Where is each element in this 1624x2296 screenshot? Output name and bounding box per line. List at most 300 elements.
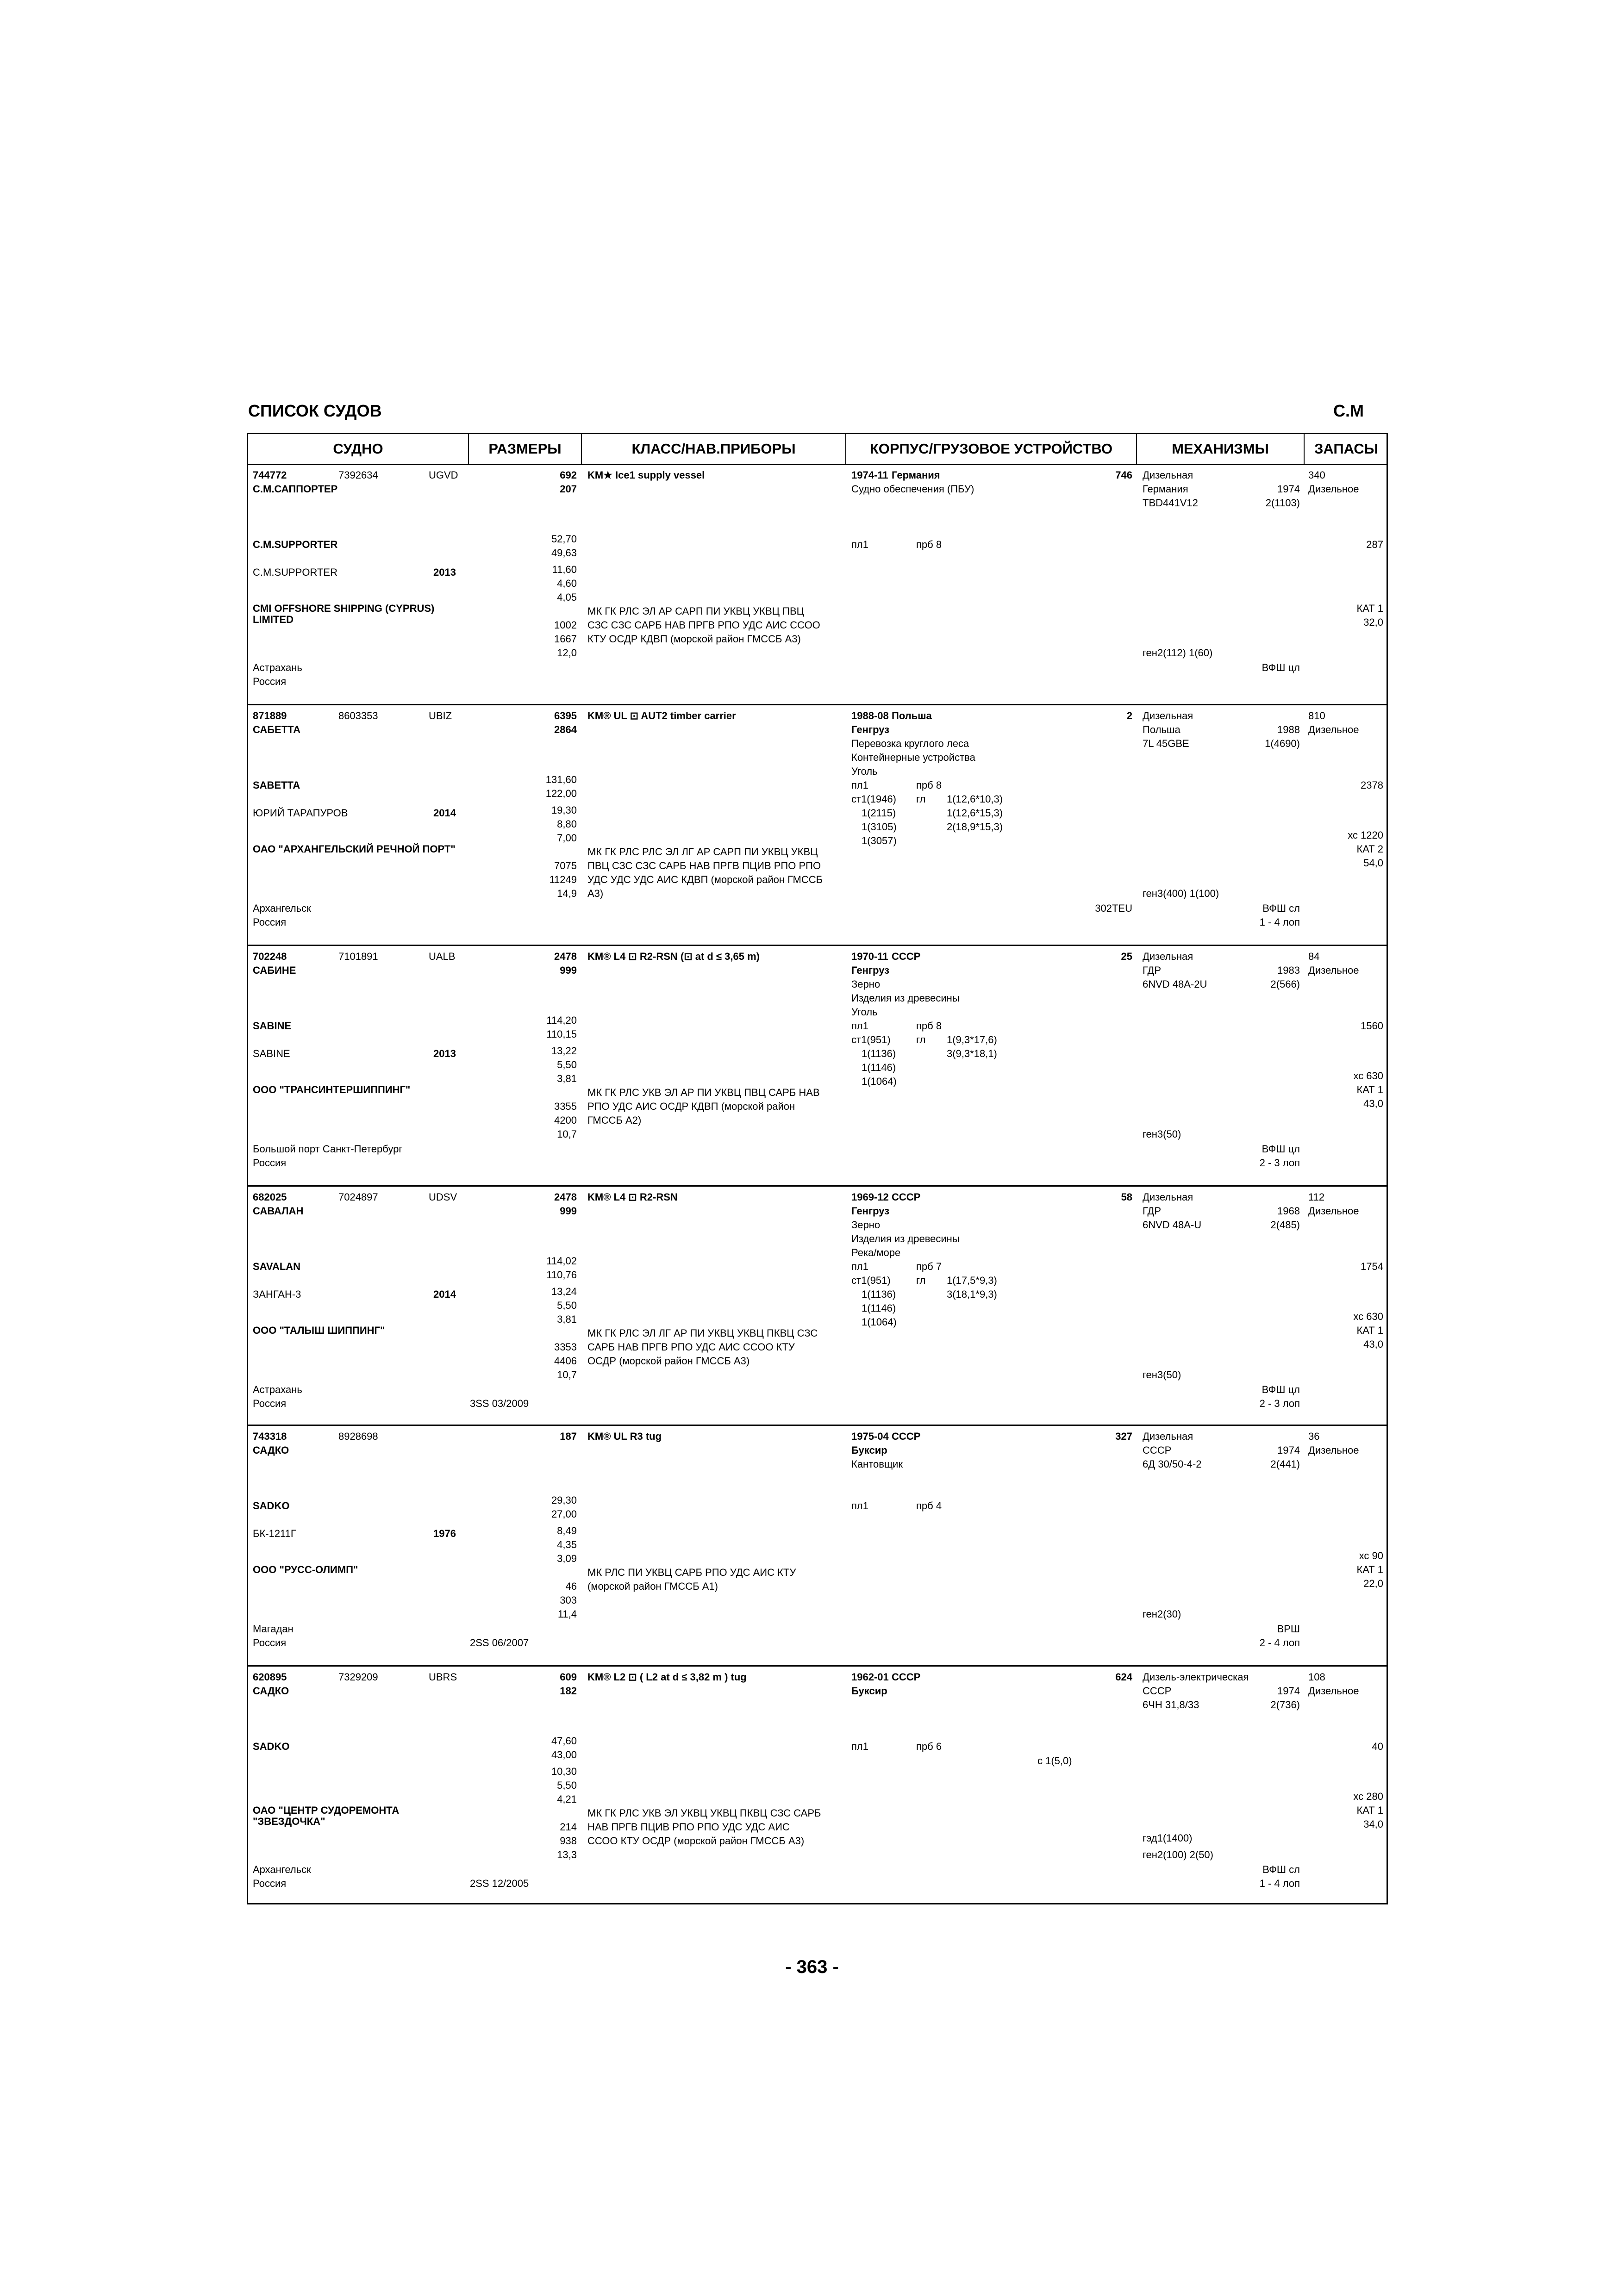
- ship-entry: [248, 1667, 1387, 1904]
- generator-spec: ген3(50): [1143, 1369, 1181, 1381]
- ship-dimension: 11,4: [557, 1608, 577, 1620]
- ship-latin-name: SABETTA: [253, 779, 300, 791]
- stores-value: хс 280: [1353, 1791, 1383, 1802]
- ship-net-tonnage: 999: [560, 964, 577, 976]
- ship-built-date: 1970-11: [851, 951, 888, 962]
- engine-year: 1983: [1277, 964, 1300, 976]
- hull-spec: ст1(951): [851, 1275, 891, 1286]
- page-number: - 363 -: [785, 1957, 839, 1977]
- ship-dimension: 131,60: [545, 774, 577, 785]
- ship-owner: ООО "ТРАНСИНТЕРШИППИНГ": [253, 1084, 411, 1095]
- engine-year: 1974: [1277, 483, 1300, 495]
- ship-former-name: SABINE: [253, 1048, 290, 1059]
- ship-builder-country: СССР: [892, 1191, 921, 1203]
- ship-type-line: Буксир: [851, 1444, 887, 1456]
- ship-imo-number: 8603353: [338, 710, 378, 722]
- stores-fuel: Дизельное: [1308, 1205, 1359, 1217]
- ship-gross-tonnage: 2478: [554, 1191, 577, 1203]
- ship-dimension: 8,80: [557, 818, 577, 830]
- stores-value: 36: [1308, 1431, 1320, 1442]
- ship-entry: [248, 465, 1387, 705]
- ship-build-number: 25: [1121, 951, 1132, 962]
- ship-dimension: 4200: [554, 1114, 577, 1126]
- ship-survey: 2SS 06/2007: [470, 1637, 529, 1649]
- ship-net-tonnage: 999: [560, 1205, 577, 1217]
- hull-spec: 1(1064): [862, 1316, 897, 1328]
- stores-value: КАТ 1: [1356, 1325, 1383, 1336]
- ship-build-number: 746: [1115, 469, 1132, 481]
- ship-type-line: Генгруз: [851, 724, 890, 735]
- ship-dimension: 29,30: [551, 1494, 577, 1506]
- ship-port: Архангельск: [253, 902, 311, 914]
- generator-spec: ген2(112) 1(60): [1143, 647, 1213, 659]
- section-code: С.М: [1333, 401, 1364, 420]
- ship-dimension: 5,50: [557, 1059, 577, 1070]
- propeller-type: ВФШ цл: [1262, 662, 1300, 673]
- ship-owner: "ЗВЕЗДОЧКА": [253, 1816, 325, 1827]
- engine-country: ГДР: [1143, 964, 1162, 976]
- stores-value: 32,0: [1363, 616, 1383, 628]
- hull-spec: гл: [916, 793, 926, 805]
- stores-value: 22,0: [1363, 1578, 1383, 1589]
- ship-name: САБЕТТА: [253, 724, 301, 735]
- propeller-type: ВФШ сл: [1262, 1864, 1300, 1875]
- engine-type: Дизельная: [1143, 951, 1193, 962]
- ship-nav-equipment: ССОО КТУ ОСДР (морской район ГМССБ А3): [587, 1835, 805, 1847]
- hull-spec: 1(1136): [862, 1288, 896, 1300]
- ship-reg-number: 744772: [253, 469, 287, 481]
- engine-type: Дизельная: [1143, 710, 1193, 722]
- hull-spec: 1(2115): [862, 807, 896, 819]
- stores-fuel: Дизельное: [1308, 724, 1359, 735]
- ship-built-date: 1975-04: [851, 1431, 889, 1442]
- ship-nav-equipment: МК ГК РЛС УКВ ЭЛ АР ПИ УКВЦ ПВЦ САРБ НАВ: [587, 1087, 820, 1098]
- ship-build-number: 327: [1115, 1431, 1132, 1442]
- hull-spec: прб 6: [916, 1741, 942, 1752]
- ship-builder-country: СССР: [892, 1431, 921, 1442]
- stores-value: 112: [1308, 1191, 1325, 1203]
- ship-type-line: Контейнерные устройства: [851, 752, 975, 763]
- stores-value: 1754: [1361, 1261, 1383, 1272]
- engine-type: Дизельная: [1143, 469, 1193, 481]
- ship-type-line: Уголь: [851, 1006, 878, 1018]
- ship-builder-country: Польша: [892, 710, 932, 722]
- ship-dimension: 3,81: [557, 1313, 577, 1325]
- ship-type-line: Изделия из древесины: [851, 992, 960, 1004]
- ship-owner: ООО "РУСС-ОЛИМП": [253, 1564, 358, 1575]
- ship-built-date: 1962-01: [851, 1671, 889, 1683]
- column-header-class: КЛАСС/НАВ.ПРИБОРЫ: [582, 434, 846, 464]
- ship-dimension: 49,63: [551, 547, 577, 559]
- stores-value: КАТ 1: [1356, 603, 1383, 614]
- hull-spec: 1(1136): [862, 1048, 896, 1059]
- generator-spec: ген2(30): [1143, 1608, 1181, 1620]
- ship-country: Россия: [253, 916, 287, 928]
- ship-dimension: 11,60: [552, 564, 577, 575]
- hull-spec: ст1(1946): [851, 793, 896, 805]
- column-header-stores: ЗАПАСЫ: [1314, 441, 1379, 457]
- hull-spec: гл: [916, 1275, 926, 1286]
- ship-dimension: 13,3: [557, 1849, 577, 1860]
- ship-class-notation: KM® UL ⊡ AUT2 timber carrier: [587, 710, 736, 722]
- hull-spec: пл1: [851, 1741, 868, 1752]
- ship-builder-country: СССР: [892, 1671, 921, 1683]
- ship-country: Россия: [253, 1637, 287, 1649]
- ship-built-date: 1969-12: [851, 1191, 889, 1203]
- ship-dimension: 4,21: [557, 1793, 577, 1805]
- stores-value: 84: [1308, 951, 1320, 962]
- ship-dimension: 110,76: [546, 1269, 577, 1281]
- hull-spec: 1(3057): [862, 835, 897, 846]
- hull-spec: 1(17,5*9,3): [947, 1275, 997, 1286]
- ship-name: С.М.САППОРТЕР: [253, 483, 338, 495]
- ship-dimension: 27,00: [551, 1508, 577, 1520]
- ship-port: Большой порт Санкт-Петербург: [253, 1143, 403, 1155]
- hull-spec: пл1: [851, 1020, 868, 1032]
- ship-dimension: 938: [560, 1835, 577, 1847]
- stores-value: хс 630: [1353, 1070, 1383, 1082]
- ship-name: САДКО: [253, 1444, 289, 1456]
- hull-spec: прб 8: [916, 1020, 942, 1032]
- ship-nav-equipment: РПО УДС АИС ОСДР КДВП (морской район: [587, 1101, 795, 1112]
- ship-builder-country: СССР: [892, 951, 921, 962]
- stores-value: 2378: [1361, 779, 1383, 791]
- ship-nav-equipment: МК РЛС ПИ УКВЦ САРБ РПО УДС АИС КТУ: [587, 1567, 796, 1578]
- stores-value: хс 630: [1353, 1311, 1383, 1322]
- ship-type-line: Река/море: [851, 1247, 901, 1258]
- ship-former-name: C.M.SUPPORTER: [253, 566, 337, 578]
- ship-owner: CMI OFFSHORE SHIPPING (CYPRUS): [253, 603, 435, 614]
- ship-type-line: Судно обеспечения (ПБУ): [851, 483, 974, 495]
- list-title: СПИСОК СУДОВ: [248, 401, 382, 420]
- engine-power: 2(566): [1270, 978, 1300, 990]
- ship-dimension: 43,00: [551, 1749, 577, 1761]
- column-header-dimensions: РАЗМЕРЫ: [469, 434, 582, 464]
- propeller-type: ВФШ сл: [1262, 902, 1300, 914]
- ship-build-number: 2: [1126, 710, 1132, 722]
- ship-latin-name: SAVALAN: [253, 1261, 301, 1272]
- ship-dimension: 4,05: [557, 591, 577, 603]
- ship-former-name: ЗАНГАН-3: [253, 1288, 301, 1300]
- ship-class-notation: KM® L4 ⊡ R2-RSN (⊡ at d ≤ 3,65 m): [587, 951, 760, 962]
- engine-country: Польша: [1143, 724, 1181, 735]
- ship-entry: [248, 946, 1387, 1187]
- ship-dimension: 110,15: [546, 1028, 577, 1040]
- ship-nav-equipment: ПВЦ СЗС СЗС САРБ НАВ ПРГВ ПЦИВ РПО РПО: [587, 860, 821, 871]
- hull-spec: прб 8: [916, 539, 942, 550]
- stores-value: КАТ 1: [1356, 1564, 1383, 1575]
- engine-power: 2(441): [1270, 1458, 1300, 1470]
- hull-spec: 3(18,1*9,3): [947, 1288, 997, 1300]
- ship-country: Россия: [253, 676, 287, 687]
- engine-power: 2(1103): [1265, 497, 1300, 509]
- ship-former-name: ЮРИЙ ТАРАПУРОВ: [253, 807, 348, 819]
- ship-dimension: 46: [565, 1580, 577, 1592]
- stores-value: КАТ 2: [1356, 843, 1383, 855]
- ship-built-date: 1974-11: [851, 469, 888, 481]
- engine-country: Германия: [1143, 483, 1188, 495]
- engine-model: 6Д 30/50-4-2: [1143, 1458, 1202, 1470]
- engine-model: 6ЧН 31,8/33: [1143, 1699, 1199, 1711]
- ship-dimension: 13,22: [551, 1045, 577, 1057]
- stores-value: 287: [1366, 539, 1383, 550]
- ship-entry: [248, 1426, 1387, 1667]
- ship-callsign: UBRS: [429, 1671, 457, 1683]
- ship-dimension: 47,60: [551, 1735, 577, 1747]
- ship-nav-equipment: САРБ НАВ ПРГВ РПО УДС АИС ССОО КТУ: [587, 1341, 795, 1353]
- ship-dimension: 1002: [554, 619, 577, 631]
- ship-former-name: БК-1211Г: [253, 1528, 296, 1539]
- ship-survey: 3SS 03/2009: [470, 1398, 529, 1409]
- ship-nav-equipment: ГМССБ А2): [587, 1114, 642, 1126]
- stores-value: 54,0: [1363, 857, 1383, 869]
- propeller-blades: 2 - 4 лоп: [1259, 1637, 1300, 1649]
- ship-port: Архангельск: [253, 1864, 311, 1875]
- ship-dimension: 114,02: [546, 1255, 577, 1267]
- ship-dimension: 114,20: [546, 1014, 577, 1026]
- hull-spec: 2(18,9*15,3): [947, 821, 1003, 833]
- stores-value: 108: [1308, 1671, 1325, 1683]
- hull-spec: прб 7: [916, 1261, 942, 1272]
- hull-spec: ст1(951): [851, 1034, 891, 1045]
- ship-imo-number: 7101891: [338, 951, 378, 962]
- ship-owner: ОАО "АРХАНГЕЛЬСКИЙ РЕЧНОЙ ПОРТ": [253, 843, 456, 855]
- ship-dimension: 52,70: [551, 533, 577, 545]
- ship-former-year: 2013: [433, 566, 456, 578]
- ship-dimension: 214: [560, 1821, 577, 1833]
- propeller-blades: 1 - 4 лоп: [1259, 1878, 1300, 1889]
- ship-nav-equipment: МК ГК РЛС ЭЛ ЛГ АР ПИ УКВЦ УКВЦ ПКВЦ СЗС: [587, 1327, 818, 1339]
- stores-value: 40: [1372, 1741, 1383, 1752]
- hull-spec: прб 4: [916, 1500, 942, 1512]
- generator-spec: ген3(50): [1143, 1128, 1181, 1140]
- ship-type-line: Зерно: [851, 978, 881, 990]
- ship-type-line: Генгруз: [851, 1205, 890, 1217]
- hull-extra: с 1(5,0): [1037, 1755, 1072, 1767]
- hull-spec: пл1: [851, 1500, 868, 1512]
- hull-spec: 1(1064): [862, 1076, 897, 1087]
- ship-nav-equipment: А3): [587, 888, 604, 899]
- ship-dimension: 5,50: [557, 1300, 577, 1311]
- ship-country: Россия: [253, 1398, 287, 1409]
- ship-name: САБИНЕ: [253, 964, 296, 976]
- ship-class-notation: KM® L2 ⊡ ( L2 at d ≤ 3,82 m ) tug: [587, 1671, 747, 1683]
- engine-type: Дизельная: [1143, 1191, 1193, 1203]
- ship-dimension: 3353: [554, 1341, 577, 1353]
- ship-reg-number: 871889: [253, 710, 287, 722]
- hull-spec: 3(9,3*18,1): [947, 1048, 997, 1059]
- ship-register-table: [247, 433, 1388, 1904]
- ship-latin-name: SADKO: [253, 1741, 290, 1752]
- ship-dimension: 14,9: [557, 888, 577, 899]
- engine-power: 2(485): [1270, 1219, 1300, 1231]
- ship-dimension: 10,30: [551, 1766, 577, 1777]
- ship-dimension: 13,24: [551, 1286, 577, 1297]
- ship-type-line: Генгруз: [851, 964, 890, 976]
- stores-value: 1560: [1361, 1020, 1383, 1032]
- hull-spec: гл: [916, 1034, 926, 1045]
- ship-callsign: UDSV: [429, 1191, 457, 1203]
- ship-dimension: 4406: [554, 1355, 577, 1367]
- ship-dimension: 3355: [554, 1101, 577, 1112]
- ship-type-line: Кантовщик: [851, 1458, 903, 1470]
- ship-name: САВАЛАН: [253, 1205, 304, 1217]
- ship-type-line: Зерно: [851, 1219, 881, 1231]
- ship-nav-equipment: МК ГК РЛС ЭЛ АР САРП ПИ УКВЦ УКВЦ ПВЦ: [587, 605, 804, 617]
- ship-dimension: 7075: [554, 860, 577, 871]
- ship-callsign: UBIZ: [429, 710, 452, 722]
- ship-dimension: 8,49: [557, 1525, 577, 1537]
- hull-spec: пл1: [851, 1261, 868, 1272]
- stores-value: 340: [1308, 469, 1325, 481]
- generator-spec: ген3(400) 1(100): [1143, 888, 1219, 899]
- ship-latin-name: SABINE: [253, 1020, 292, 1032]
- propeller-type: ВФШ цл: [1262, 1384, 1300, 1395]
- stores-value: 43,0: [1363, 1098, 1383, 1109]
- column-header-hull: КОРПУС/ГРУЗОВОЕ УСТРОЙСТВО: [846, 434, 1137, 464]
- ship-country: Россия: [253, 1878, 287, 1889]
- ship-nav-equipment: ОСДР (морской район ГМССБ А3): [587, 1355, 750, 1367]
- stores-fuel: Дизельное: [1308, 1444, 1359, 1456]
- ship-imo-number: 7329209: [338, 1671, 378, 1683]
- stores-fuel: Дизельное: [1308, 1685, 1359, 1697]
- propeller-blades: 1 - 4 лоп: [1259, 916, 1300, 928]
- ship-dimension: 4,35: [557, 1539, 577, 1550]
- ship-reg-number: 682025: [253, 1191, 287, 1203]
- ship-dimension: 7,00: [557, 832, 577, 844]
- ship-nav-equipment: НАВ ПРГВ ПЦИВ РПО РПО УДС УДС АИС: [587, 1821, 790, 1833]
- ship-build-number: 58: [1121, 1191, 1132, 1203]
- engine-country: ГДР: [1143, 1205, 1162, 1217]
- hull-spec: прб 8: [916, 779, 942, 791]
- ship-owner: ОАО "ЦЕНТР СУДОРЕМОНТА: [253, 1804, 400, 1816]
- engine-model: 7L 45GBE: [1143, 738, 1189, 749]
- ship-dimension: 10,7: [557, 1369, 577, 1381]
- ship-callsign: UGVD: [429, 469, 458, 481]
- ship-type-line: Перевозка круглого леса: [851, 738, 969, 749]
- engine-year: 1988: [1277, 724, 1300, 735]
- stores-fuel: Дизельное: [1308, 964, 1359, 976]
- ship-port: Астрахань: [253, 662, 302, 673]
- column-header-ship: СУДНО: [248, 434, 469, 464]
- ship-reg-number: 743318: [253, 1431, 287, 1442]
- hull-spec: 1(12,6*15,3): [947, 807, 1003, 819]
- propeller-blades: 2 - 3 лоп: [1259, 1157, 1300, 1169]
- engine-power: 1(4690): [1265, 738, 1300, 749]
- ship-type-line: Буксир: [851, 1685, 887, 1697]
- ship-former-year: 2013: [433, 1048, 456, 1059]
- ship-reg-number: 702248: [253, 951, 287, 962]
- ship-latin-name: C.M.SUPPORTER: [253, 539, 338, 550]
- ship-builder-country: Германия: [892, 469, 940, 481]
- ship-name: САДКО: [253, 1685, 289, 1697]
- ship-port: Астрахань: [253, 1384, 302, 1395]
- propeller-blades: 2 - 3 лоп: [1259, 1398, 1300, 1409]
- engine-power: 2(736): [1270, 1699, 1300, 1711]
- ship-type-line: Изделия из древесины: [851, 1233, 960, 1244]
- ship-class-notation: KM® L4 ⊡ R2-RSN: [587, 1191, 678, 1203]
- ship-imo-number: 8928698: [338, 1431, 378, 1442]
- hull-spec: 1(12,6*10,3): [947, 793, 1003, 805]
- stores-value: 34,0: [1363, 1818, 1383, 1830]
- ship-gross-tonnage: 692: [560, 469, 577, 481]
- stores-value: 43,0: [1363, 1338, 1383, 1350]
- ship-callsign: UALB: [429, 951, 456, 962]
- ship-reg-number: 620895: [253, 1671, 287, 1683]
- engine-country: СССР: [1143, 1685, 1172, 1697]
- ship-imo-number: 7024897: [338, 1191, 378, 1203]
- ship-class-notation: KM® UL R3 tug: [587, 1431, 662, 1442]
- generator-spec: гэд1(1400): [1143, 1832, 1193, 1844]
- ship-dimension: 303: [560, 1594, 577, 1606]
- stores-value: КАТ 1: [1356, 1084, 1383, 1095]
- engine-year: 1974: [1277, 1685, 1300, 1697]
- ship-dimension: 10,7: [557, 1128, 577, 1140]
- ship-dimension: 5,50: [557, 1780, 577, 1791]
- ship-entry: [248, 705, 1387, 946]
- ship-owner: ООО "ТАЛЫШ ШИППИНГ": [253, 1325, 385, 1336]
- ship-dimension: 3,81: [557, 1073, 577, 1084]
- ship-latin-name: SADKO: [253, 1500, 290, 1512]
- ship-gross-tonnage: 2478: [554, 951, 577, 962]
- column-header-machinery: МЕХАНИЗМЫ: [1137, 434, 1305, 464]
- propeller-type: ВРШ: [1277, 1623, 1300, 1635]
- engine-country: СССР: [1143, 1444, 1172, 1456]
- ship-dimension: 12,0: [557, 647, 577, 659]
- hull-spec: пл1: [851, 539, 868, 550]
- ship-build-number: 624: [1115, 1671, 1132, 1683]
- ship-nav-equipment: МК ГК РЛС РЛС ЭЛ ЛГ АР САРП ПИ УКВЦ УКВЦ: [587, 846, 818, 858]
- ship-type-line: Уголь: [851, 765, 878, 777]
- engine-model: 6NVD 48A-U: [1143, 1219, 1202, 1231]
- engine-model: 6NVD 48A-2U: [1143, 978, 1207, 990]
- hull-spec: 1(9,3*17,6): [947, 1034, 997, 1045]
- ship-nav-equipment: (морской район ГМССБ А1): [587, 1580, 718, 1592]
- hull-capacity: 302TEU: [1095, 902, 1132, 914]
- ship-nav-equipment: УДС УДС УДС АИС КДВП (морской район ГМССБ: [587, 874, 823, 885]
- stores-value: хс 90: [1359, 1550, 1383, 1562]
- ship-dimension: 1667: [554, 633, 577, 645]
- ship-dimension: 3,09: [557, 1553, 577, 1564]
- ship-net-tonnage: 207: [560, 483, 577, 495]
- stores-fuel: Дизельное: [1308, 483, 1359, 495]
- ship-imo-number: 7392634: [338, 469, 378, 481]
- ship-net-tonnage: 2864: [554, 724, 577, 735]
- ship-nav-equipment: МК ГК РЛС УКВ ЭЛ УКВЦ УКВЦ ПКВЦ СЗС САРБ: [587, 1807, 821, 1819]
- stores-value: 810: [1308, 710, 1325, 722]
- generator-spec: ген2(100) 2(50): [1143, 1849, 1213, 1860]
- ship-dimension: 122,00: [545, 788, 577, 799]
- ship-gross-tonnage: 6395: [554, 710, 577, 722]
- ship-class-notation: KM★ Ice1 supply vessel: [587, 469, 705, 481]
- ship-dimension: 11249: [549, 874, 577, 885]
- ship-dimension: 4,60: [557, 578, 577, 589]
- engine-year: 1974: [1277, 1444, 1300, 1456]
- ship-former-year: 1976: [433, 1528, 456, 1539]
- ship-dimension: 19,30: [551, 804, 577, 816]
- hull-spec: 1(1146): [862, 1062, 896, 1073]
- ship-survey: 2SS 12/2005: [470, 1878, 529, 1889]
- ship-former-year: 2014: [433, 1288, 456, 1300]
- propeller-type: ВФШ цл: [1262, 1143, 1300, 1155]
- ship-net-tonnage: 182: [560, 1685, 577, 1697]
- engine-model: TBD441V12: [1143, 497, 1198, 509]
- hull-spec: 1(1146): [862, 1302, 896, 1314]
- stores-value: КАТ 1: [1356, 1804, 1383, 1816]
- stores-value: хс 1220: [1348, 829, 1383, 841]
- engine-type: Дизель-электрическая: [1143, 1671, 1249, 1683]
- engine-year: 1968: [1277, 1205, 1300, 1217]
